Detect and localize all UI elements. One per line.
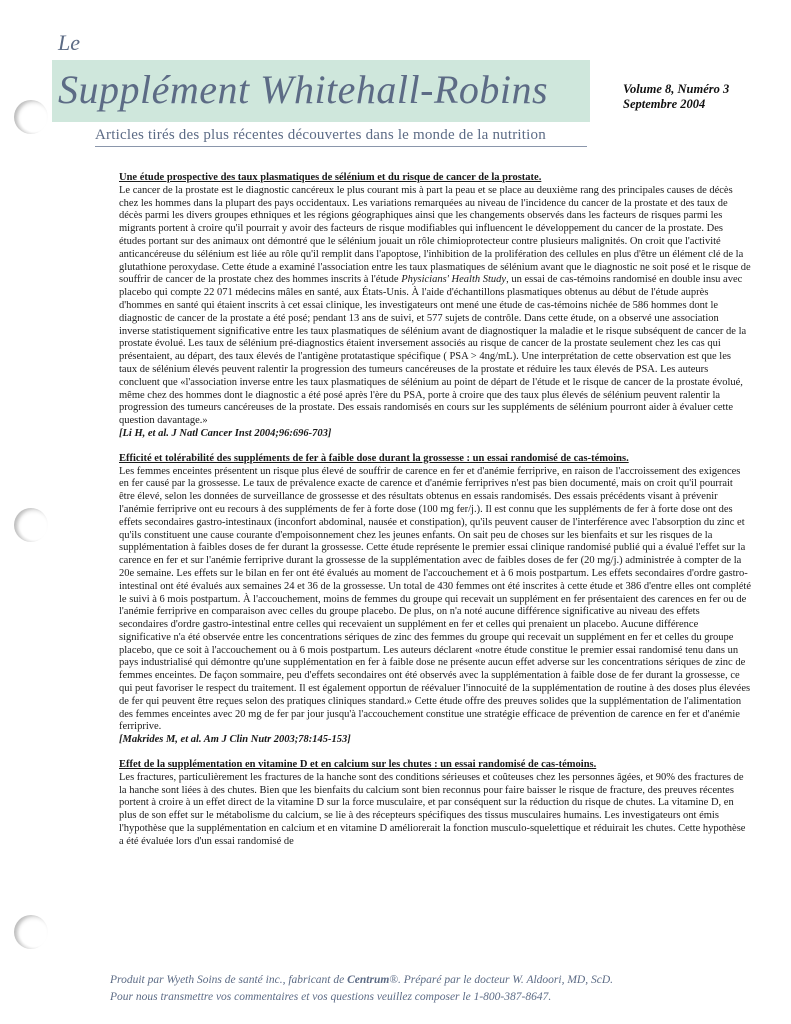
masthead-subtitle: Articles tirés des plus récentes découvertes dans le monde de la nutrition (95, 127, 546, 143)
footer-brand: Centrum (347, 974, 390, 986)
study-name: Physicians' Health Study (401, 274, 507, 286)
article-iron (119, 453, 751, 747)
article-vitamin-d (119, 759, 751, 849)
masthead-banner (52, 60, 590, 122)
issue-info (623, 82, 729, 112)
article-citation: [Makrides M, et al. Am J Clin Nutr 2003;78:145-153] (119, 734, 351, 746)
binder-hole-top (14, 100, 48, 134)
article-citation: [Li H, et al. J Natl Cancer Inst 2004;96:696-703] (119, 427, 332, 439)
article-body-text-continued: , un essai de cas-témoins randomisé en double insu avec placebo qui compte 22 071 médecins mâles en santé, aux États-Unis. À l'aide d'échantillons plasmatiques obtenus au début de l'étude auprès d'hommes en santé qui étaient inscrits à cet essai clinique, les investigateurs ont mené une étude de cas-témoins nichée de 586 hommes dont le diagnostic de cancer de la prostate a été posé; pendant 13 ans de suivi, et 577 sujets de contrôle. Dans cette étude, on a observé une association inverse statistiquement significative entre les taux plasmatiques de sélénium avant de diagnostiquer la maladie et le risque subséquent de cancer de la prostate évolué. Les taux de sélénium pré-diagnostics étaient inversement associés au risque de cancer de la prostate seulement chez les cas qui présentaient, au départ, des taux élevés de l'antigène protatastique spécifique ( PSA > 4ng/mL). Une interprétation de cette observation est que les taux de sélénium élevés peuvent ralentir la progression des tumeurs cancéreuses de la prostate et réduire les taux élevés de PSA. Les auteurs concluent que «l'association inverse entre les taux plasmatiques de sélénium au point de départ de l'étude et le risque de cancer de la prostate évolué, même chez des hommes dont le diagnostic a été posé après l'ère du PSA, porte à croire que des taux plus élevés de sélénium peuvent ralentir la progression des tumeurs cancéreuses de la prostate. Des essais randomisés en cours sur les suppléments de sélénium pourront aider à évaluer cette question davantage.» (119, 274, 747, 427)
footer-contact-line: Pour nous transmettre vos commentaires et vos questions veuillez composer le 1-800-387-8647. (110, 991, 552, 1003)
issue-date: Septembre 2004 (623, 97, 706, 111)
footer (110, 972, 613, 1006)
article-body: Les fractures, particulièrement les fractures de la hanche sont des conditions sérieuses et coûteuses chez les personnes âgées, et 90% des fractures de la hanche sont liées à des chutes. Bien que les bienfaits du calcium sont bien reconnus pour faire baisser le risque de fracture, des preuves récentes portent à croire à un effet direct de la vitamine D sur la force musculaire, et par conséquent sur la réduction du risque de chutes. La vitamine D, en plus de son effet sur le métabolisme du calcium, se lie à des récepteurs spécifiques des tissus musculaires humains. Les investigateurs ont émis l'hypothèse que la supplémentation en calcium et en vitamine D améliorerait la fonction musculo-squelettique et réduirait les chutes. Cette hypothèse a été évaluée lors d'un essai randomisé de (119, 771, 746, 847)
footer-producer-text: Produit par Wyeth Soins de santé inc., fabricant de (110, 974, 348, 986)
issue-volume: Volume 8, Numéro 3 (623, 82, 730, 96)
article-body: Les femmes enceintes présentent un risque plus élevé de souffrir de carence en fer et d'anémie ferriprive, en raison de l'accroissement des exigences en fer causé par la grossesse. Le taux de prévalence exacte de carence et d'anémie ferriprives n'est pas bien documenté, mais on croit qu'il pourrait être élevé, selon les données de surveillance de grossesse et des résultats obtenus en essais randomisés. Des essais précédents visant à prévenir l'anémie ferriprive ont eu recours à des suppléments de fer à forte dose (100 mg fer/j.). Il est connu que les suppléments de fer à forte dose ont des effets secondaires gastro-intestinaux (inconfort abdominal, nausée et constipation), qu'ils peuvent causer de l'interférence avec l'absorption du zinc et qu'ils constituent une cause courante d'empoisonnement chez les jeunes enfants. On sait peu de choses sur les bienfaits et sur les risques de la supplémentation à faibles doses de fer durant la grossesse. Cette étude représente le premier essai clinique randomisé publié qui a évalué l'effet sur la carence en fer et sur l'anémie ferriprive durant la grossesse de la supplémentation avec de faibles doses de fer (20 mg/j.) administrée à compter de la 20e semaine. Les effets sur le bilan en fer ont été évalués au moment de l'accouchement et à 6 mois postpartum. Les effets secondaires d'ordre gastro-intestinal ont été évalués aux semaines 24 et 36 de la grossesse. Un total de 430 femmes ont été inscrites à cette étude et 386 d'entre elles ont complété le suivi à 6 mois postpartum. À l'accouchement, moins de femmes du groupe qui recevait un supplément en fer présentaient des carences en fer ou de l'anémie ferriprive en comparaison avec celles du groupe placebo. De plus, on n'a noté aucune différence significative au niveau des effets secondaires d'ordre gastro-intestinal entre celles qui recevaient un supplément en fer et celles qui prenaient un placebo. Aucune différence significative n'a été observée entre les concentrations sériques de zinc des femmes du groupe qui recevait un supplément en fer et celles du groupe placebo, que ce soit à l'accouchement ou à 6 mois postpartum. Les auteurs déclarent «notre étude constitue le premier essai randomisé tenu dans un pays industrialisé qui démontre qu'une supplémentation en fer à faible dose ne présente aucun effet adverse sur les concentrations sériques de zinc de femmes enceintes. De façon sommaire, peu d'effets secondaires ont été observés avec la supplémentation à faible dose de fer durant la grossesse, ce qui peut favoriser le respect du traitement. Il est également opportun de réévaluer l'innocuité de la supplémentation de routine à des doses plus élevées de fer qui peuvent être reçues selon des pratiques cliniques standard.» Cette étude offre des preuves solides que la supplémentation de l'alimentation des femmes enceintes avec 20 mg de fer par jour jusqu'à l'accouchement constitue une stratégie efficace de prévention de carence en fer et d'anémie ferriprive. (119, 465, 751, 733)
articles-column (119, 172, 751, 861)
article-title: Une étude prospective des taux plasmatiques de sélénium et du risque de cancer de la prostate. (119, 172, 542, 183)
article-selenium (119, 172, 751, 441)
binder-hole-bottom (14, 915, 48, 949)
masthead-le: Le (58, 30, 80, 55)
article-body-text: Le cancer de la prostate est le diagnostic cancéreux le plus courant mis à part la peau et se place au deuxième rang des principales causes de décès chez les hommes dans la plupart des pays occidentaux. Les variations remarquées au niveau de l'incidence du cancer de la prostate et des taux de décès parmi les divers groupes ethniques et les régions géographiques ainsi que les changements observés dans les facteurs de risques parmi les migrants portent à croire qu'il pourrait y avoir des facteurs de risque modifiables qui influencent le développement du cancer de la prostate. Des études portant sur des animaux ont démontré que le sélénium jouait un rôle chimioprotecteur contre plusieurs malignités. On croit que l'activité anticancéreuse du sélénium est liée au rôle qu'il remplit dans l'apoptose, l'inhibition de la prolifération des cellules en plus d'être un élément clé de la glutathione peroxydase. Cette étude a examiné l'association entre les taux plasmatiques de sélénium avant que le diagnostic ne soit posé et le risque de souffrir de cancer de la prostate chez des hommes inscrits à l'étude (119, 184, 751, 286)
binder-hole-middle (14, 508, 48, 542)
subtitle-divider (95, 146, 587, 147)
article-body (119, 185, 751, 428)
masthead-title: Supplément Whitehall-Robins (58, 67, 549, 112)
article-title: Effet de la supplémentation en vitamine D et en calcium sur les chutes : un essai randomisé de cas-témoins. (119, 759, 597, 771)
footer-author-text: ®. Préparé par le docteur W. Aldoori, MD, ScD. (389, 974, 613, 986)
article-title: Efficité et tolérabilité des suppléments de fer à faible dose durant la grossesse : un essai randomisé de cas-témoins. (119, 452, 629, 464)
footer-producer-line (110, 972, 613, 989)
